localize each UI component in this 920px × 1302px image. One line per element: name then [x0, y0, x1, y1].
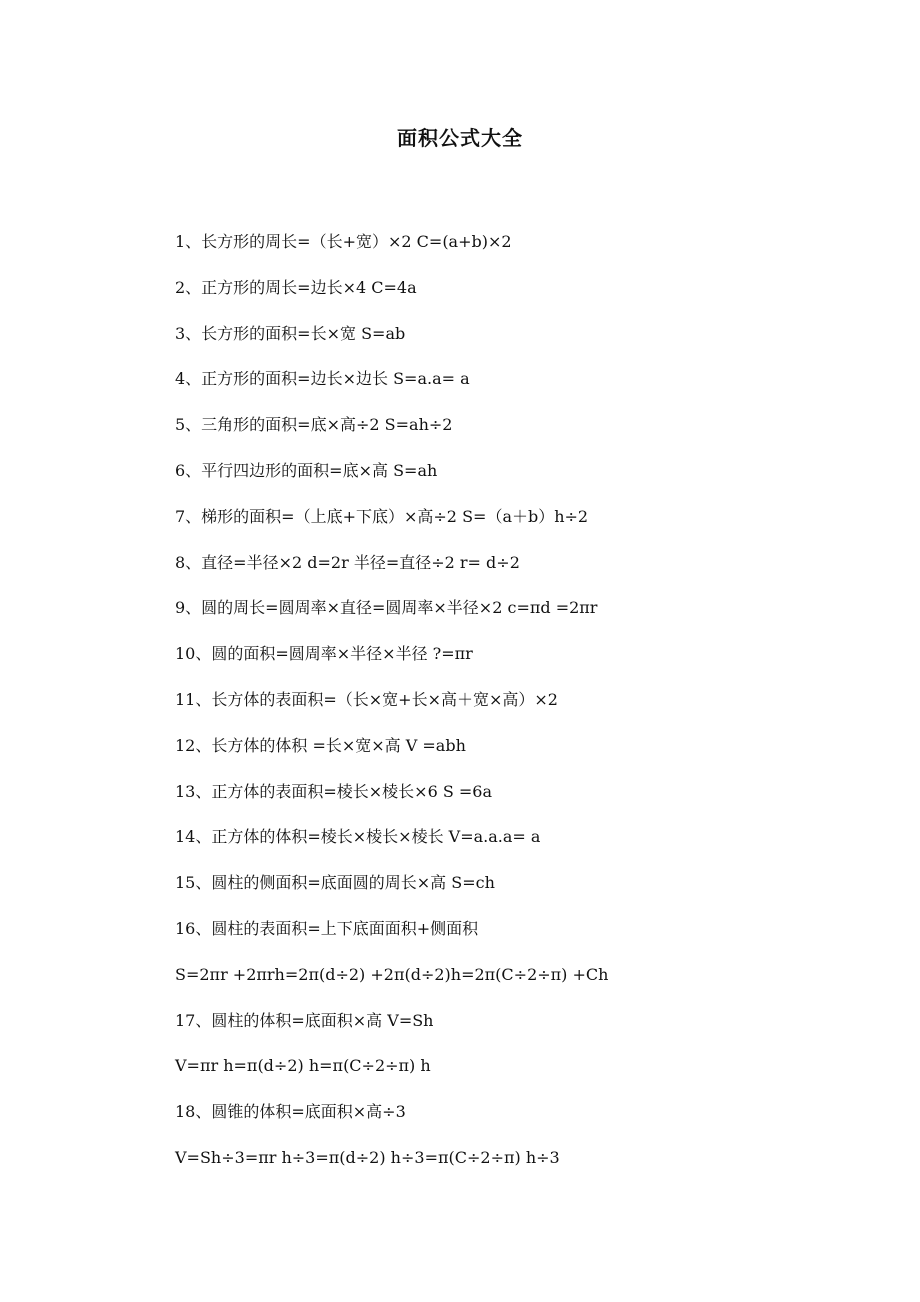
formula-line: 15、圆柱的侧面积=底面圆的周长×高 S=ch — [175, 873, 495, 893]
formula-line: 9、圆的周长=圆周率×直径=圆周率×半径×2 c=πd =2πr — [175, 598, 598, 618]
formula-line: 16、圆柱的表面积=上下底面面积+侧面积 — [175, 918, 479, 938]
formula-line: 17、圆柱的体积=底面积×高 V=Sh — [175, 1010, 434, 1030]
formula-line: V=πr h=π(d÷2) h=π(C÷2÷π) h — [175, 1056, 431, 1076]
page-title: 面积公式大全 — [397, 126, 523, 150]
formula-line: V=Sh÷3=πr h÷3=π(d÷2) h÷3=π(C÷2÷π) h÷3 — [175, 1147, 560, 1167]
formula-line: 10、圆的面积=圆周率×半径×半径 ?=πr — [175, 644, 473, 664]
formula-line: 14、正方体的体积=棱长×棱长×棱长 V=a.a.a= a — [175, 827, 541, 847]
formula-line: 1、长方形的周长=（长+宽）×2 C=(a+b)×2 — [175, 232, 512, 251]
formula-line: 3、长方形的面积=长×宽 S=ab — [175, 323, 406, 343]
formula-line: 13、正方体的表面积=棱长×棱长×6 S =6a — [175, 781, 493, 801]
formula-line: 5、三角形的面积=底×高÷2 S=ah÷2 — [175, 415, 453, 435]
formula-list — [175, 230, 875, 1192]
formula-line: 8、直径=半径×2 d=2r 半径=直径÷2 r= d÷2 — [175, 552, 520, 572]
formula-line: 4、正方形的面积=边长×边长 S=a.a= a — [175, 369, 470, 389]
formula-line: 11、长方体的表面积=（长×宽+长×高＋宽×高）×2 — [175, 689, 558, 709]
formula-line: 6、平行四边形的面积=底×高 S=ah — [175, 460, 438, 480]
formula-line: 2、正方形的周长=边长×4 C=4a — [175, 277, 417, 297]
formula-line: 7、梯形的面积=（上底+下底）×高÷2 S=（a＋b）h÷2 — [175, 506, 589, 526]
formula-line: 12、长方体的体积 =长×宽×高 V =abh — [175, 735, 466, 755]
formula-line: S=2πr +2πrh=2π(d÷2) +2π(d÷2)h=2π(C÷2÷π) +Ch — [175, 964, 609, 984]
formula-line: 18、圆锥的体积=底面积×高÷3 — [175, 1102, 406, 1122]
